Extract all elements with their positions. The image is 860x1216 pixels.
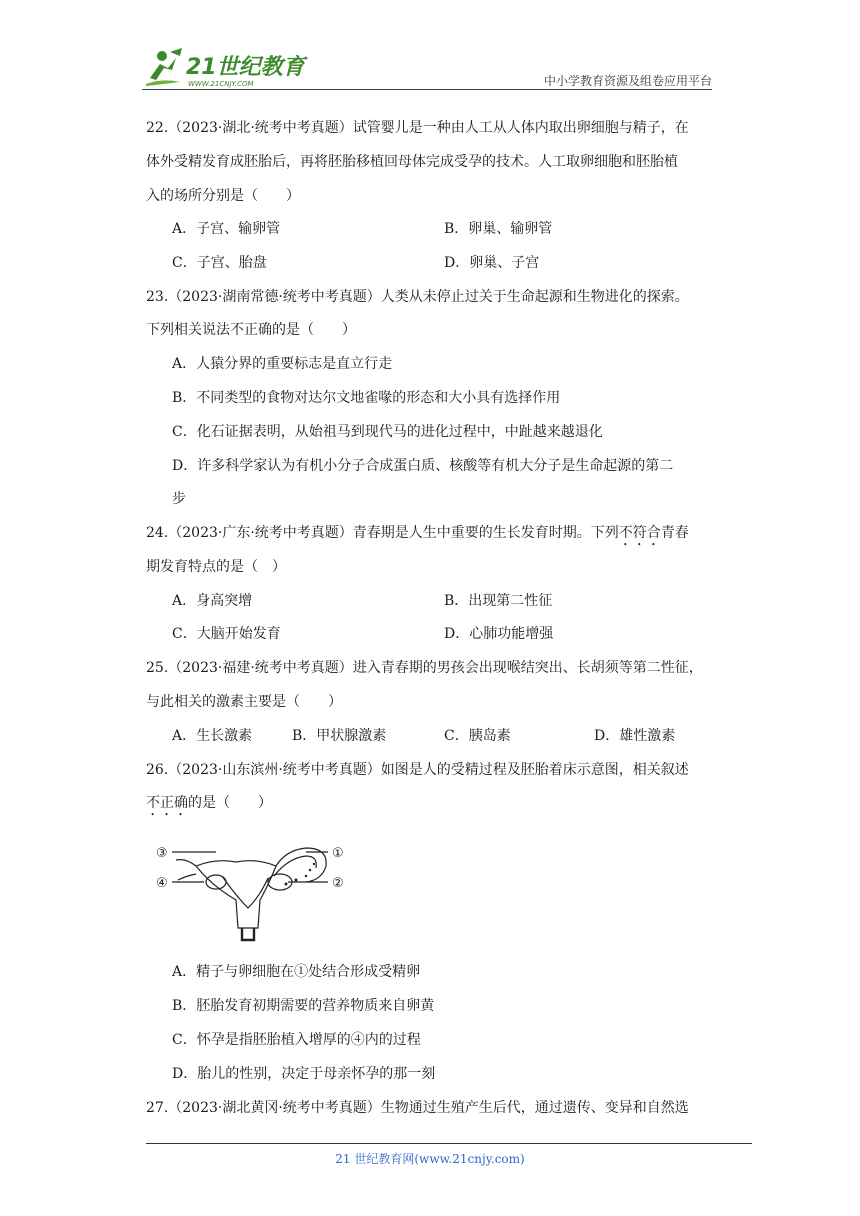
- q26-option-a[interactable]: A．精子与卵细胞在①处结合形成受精卵: [172, 964, 421, 980]
- q26-line-2: [146, 793, 272, 819]
- q22-line-2: 体外受精发育成胚胎后，再将胚胎移植回母体完成受孕的技术。人工取卵细胞和胚胎植: [146, 154, 678, 170]
- q26-emphasis: 不正确: [146, 795, 188, 811]
- logo-text: 21世纪教育: [186, 55, 305, 80]
- page-header: [142, 44, 712, 90]
- q23-option-b[interactable]: B．不同类型的食物对达尔文地雀喙的形态和大小具有选择作用: [172, 390, 561, 406]
- q24-option-d[interactable]: D．心肺功能增强: [444, 626, 554, 642]
- q25-option-a[interactable]: A．生长激素: [172, 728, 253, 744]
- footer-divider: [146, 1143, 752, 1144]
- header-platform-name: 中小学教育资源及组卷应用平台: [543, 74, 712, 88]
- q22-option-a[interactable]: A．子宫、输卵管: [172, 221, 281, 237]
- q24-line-2: 期发育特点的是（ ）: [146, 559, 286, 575]
- logo-url: WWW.21CNJY.COM: [188, 80, 254, 88]
- q26-option-d[interactable]: D．胎儿的性别，决定于母亲怀孕的那一刻: [172, 1066, 436, 1082]
- q26-option-b[interactable]: B．胚胎发育初期需要的营养物质来自卵黄: [172, 998, 435, 1014]
- q22-option-c[interactable]: C．子宫、胎盘: [172, 255, 267, 271]
- q23-option-a[interactable]: A．人猿分界的重要标志是直立行走: [172, 356, 393, 372]
- q25-option-d[interactable]: D．雄性激素: [594, 728, 676, 744]
- q23-option-d-cont: 步: [172, 491, 186, 507]
- q22-option-b[interactable]: B．卵巢、输卵管: [444, 221, 553, 237]
- reproductive-system-diagram: [156, 836, 346, 944]
- logo-21cnjy: [142, 44, 312, 90]
- q22-option-d[interactable]: D．卵巢、子宫: [444, 255, 540, 271]
- footer-link[interactable]: 21 世纪教育网(www.21cnjy.com): [335, 1152, 525, 1166]
- q27-line-1: 27.（2023·湖北黄冈·统考中考真题）生物通过生殖产生后代，通过遗传、变异和自然选: [146, 1100, 689, 1116]
- q23-line-1: 23.（2023·湖南常德·统考中考真题）人类从未停止过关于生命起源和生物进化的探索。: [146, 289, 689, 305]
- q24-line-1: [146, 523, 689, 549]
- q24-line-1-post: 青春: [660, 525, 689, 541]
- q25-line-1: 25.（2023·福建·统考中考真题）进入青春期的男孩会出现喉结突出、长胡须等第二性征，: [146, 660, 703, 676]
- figure-label-3: ③: [156, 846, 168, 861]
- q22-line-1: 22.（2023·湖北·统考中考真题）试管婴儿是一种由人工从人体内取出卵细胞与精子，在: [146, 120, 689, 136]
- q23-option-d[interactable]: D．许多科学家认为有机小分子合成蛋白质、核酸等有机大分子是生命起源的第二: [172, 458, 674, 474]
- q25-line-2: 与此相关的激素主要是（ ）: [146, 694, 342, 710]
- figure-label-4: ④: [156, 876, 168, 891]
- header-divider: [142, 89, 712, 90]
- q25-option-b[interactable]: B．甲状腺激素: [292, 728, 387, 744]
- q24-line-1-pre: 24.（2023·广东·统考中考真题）青春期是人生中重要的生长发育时期。下列: [146, 525, 619, 541]
- q23-line-2: 下列相关说法不正确的是（ ）: [146, 322, 356, 338]
- q23-option-c[interactable]: C．化石证据表明，从始祖马到现代马的进化过程中，中趾越来越退化: [172, 424, 603, 440]
- q24-option-c[interactable]: C．大脑开始发育: [172, 626, 281, 642]
- figure-label-2: ②: [332, 876, 344, 891]
- q24-emphasis: 不符合: [618, 525, 661, 541]
- q25-option-c[interactable]: C．胰岛素: [444, 728, 511, 744]
- q26-line-1: 26.（2023·山东滨州·统考中考真题）如图是人的受精过程及胚胎着床示意图，相关叙述: [146, 762, 689, 778]
- q24-option-a[interactable]: A．身高突增: [172, 593, 253, 609]
- q24-option-b[interactable]: B．出现第二性征: [444, 593, 553, 609]
- figure-label-1: ①: [332, 846, 344, 861]
- q26-line-2-post: 的是（ ）: [188, 795, 272, 811]
- q22-line-3: 入的场所分别是（ ）: [146, 188, 300, 204]
- q26-option-c[interactable]: C．怀孕是指胚胎植入增厚的④内的过程: [172, 1032, 421, 1048]
